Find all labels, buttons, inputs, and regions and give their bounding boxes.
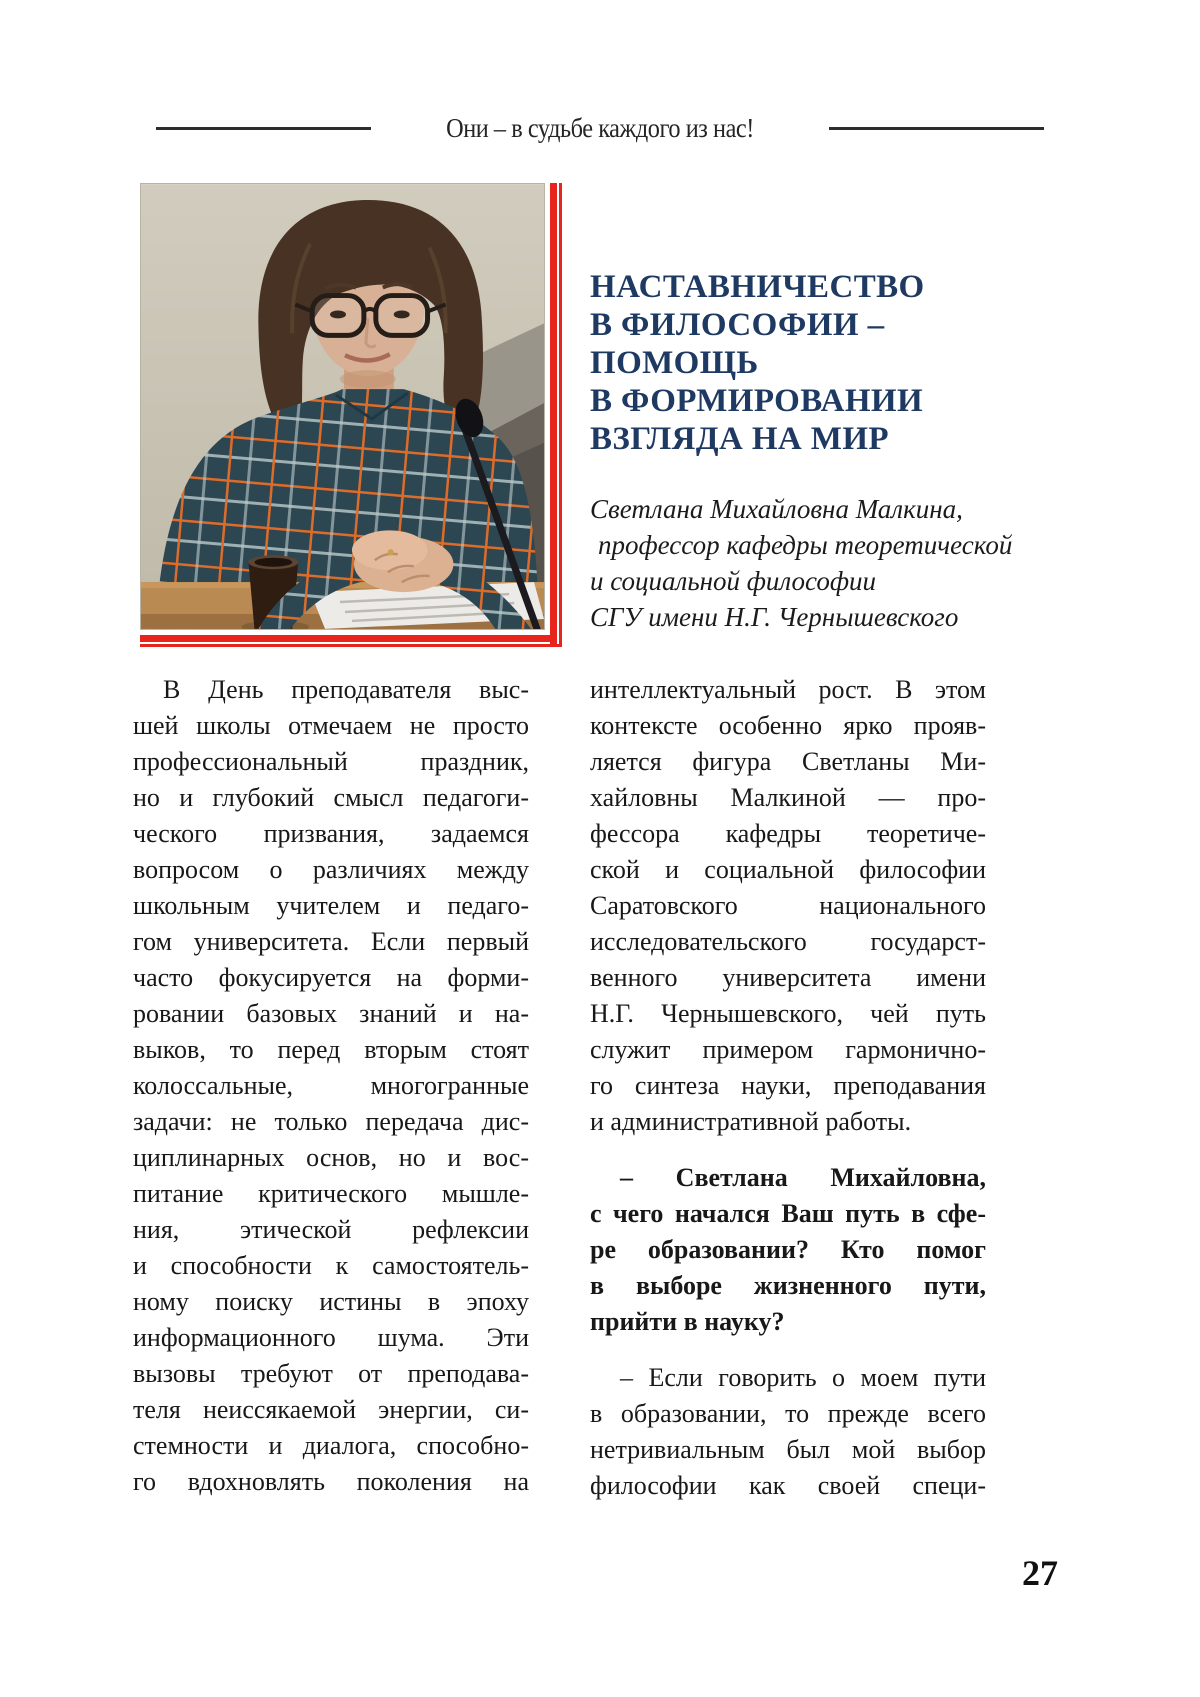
text-line: колоссальные, многогранные [133, 1071, 529, 1100]
text-line: задачи: не только передача дис- [133, 1107, 529, 1136]
photo-frame-right-thick [550, 183, 557, 647]
text-line: но и глубокий смысл педагоги- [133, 783, 529, 812]
text-line: венного университета имени [590, 963, 986, 992]
text-line: питание критического мышле- [133, 1179, 529, 1208]
text-line: – Если говорить о моем пути [620, 1363, 986, 1392]
text-line: профессор кафедры теоретической [598, 530, 1013, 560]
paragraph-intro-continued [590, 672, 986, 1140]
portrait-photo [140, 183, 545, 630]
photo-frame-bottom-thick [140, 635, 557, 642]
body-column-left [133, 672, 529, 1500]
header-rule-right [829, 127, 1044, 130]
header-rule-left [156, 127, 371, 130]
running-head [0, 112, 1200, 144]
text-line: профессиональный праздник, [133, 747, 529, 776]
text-line: гом университета. Если первый [133, 927, 529, 956]
text-line: служит примером гармонично- [590, 1035, 986, 1064]
photo-frame-right-thin [559, 183, 562, 647]
text-line: часто фокусируется на форми- [133, 963, 529, 992]
text-line: – Светлана Михайловна, [620, 1163, 986, 1192]
text-line: интеллектуальный рост. В этом [590, 675, 986, 704]
text-line: В ФОРМИРОВАНИИ [590, 383, 924, 419]
text-line: школьным учителем и педаго- [133, 891, 529, 920]
text-line: вызовы требуют от преподава- [133, 1359, 529, 1388]
title-block [590, 268, 1090, 636]
text-line: шей школы отмечаем не просто [133, 711, 529, 740]
text-line: ляется фигура Светланы Ми- [590, 747, 986, 776]
article-title [590, 268, 1090, 458]
text-line: выков, то перед вторым стоят [133, 1035, 529, 1064]
text-line: теля неиссякаемой энергии, си- [133, 1395, 529, 1424]
portrait-illustration [140, 183, 545, 630]
text-line: нетривиальным был мой выбор [590, 1435, 986, 1464]
text-line: го синтеза науки, преподавания [590, 1071, 986, 1100]
photo-frame-bottom-thin [140, 644, 562, 647]
text-line: стемности и диалога, способно- [133, 1431, 529, 1460]
text-line: ПОМОЩЬ [590, 345, 759, 381]
text-line: с чего начался Ваш путь в сфе- [590, 1199, 986, 1228]
text-line: фессора кафедры теоретиче- [590, 819, 986, 848]
page-number: 27 [1022, 1553, 1058, 1593]
text-line: Светлана Михайловна Малкина, [590, 494, 963, 524]
text-line: ской и социальной философии [590, 855, 986, 884]
text-line: контексте особенно ярко прояв- [590, 711, 986, 740]
paragraph-interview-answer [590, 1360, 986, 1504]
text-line: хайловны Малкиной — про- [590, 783, 986, 812]
text-line: Саратовского национального [590, 891, 986, 920]
text-line: ческого призвания, задаемся [133, 819, 529, 848]
text-line: и административной работы. [590, 1107, 912, 1136]
text-line: го вдохновлять поколения на [133, 1467, 529, 1496]
text-line: НАСТАВНИЧЕСТВО [590, 269, 925, 305]
text-line: ния, этической рефлексии [133, 1215, 529, 1244]
text-line: ровании базовых знаний и на- [133, 999, 529, 1028]
text-line: в выборе жизненного пути, [590, 1271, 986, 1300]
text-line: информационного шума. Эти [133, 1323, 529, 1352]
text-line: и социальной философии [590, 566, 877, 596]
text-line: В День преподавателя выс- [163, 675, 529, 704]
text-line: циплинарных основ, но и вос- [133, 1143, 529, 1172]
text-line: СГУ имени Н.Г. Чернышевского [590, 602, 959, 632]
text-line: в образовании, то прежде всего [590, 1399, 986, 1428]
paragraph-interview-question [590, 1160, 986, 1340]
text-line: Н.Г. Чернышевского, чей путь [590, 999, 986, 1028]
running-title: Они – в судьбе каждого из нас! [446, 113, 754, 143]
text-line: вопросом о различиях между [133, 855, 529, 884]
paragraph-intro [133, 672, 529, 1500]
text-line: прийти в науку? [590, 1307, 785, 1336]
text-line: ре образовании? Кто помог [590, 1235, 986, 1264]
text-line: философии как своей специ- [590, 1471, 986, 1500]
article-byline [590, 492, 1090, 636]
text-line: ному поиску истины в эпоху [133, 1287, 529, 1316]
text-line: и способности к самостоятель- [133, 1251, 529, 1280]
text-line: ВЗГЛЯДА НА МИР [590, 421, 889, 457]
text-line: исследовательского государст- [590, 927, 986, 956]
body-column-right [590, 672, 986, 1504]
text-line: В ФИЛОСОФИИ – [590, 307, 885, 343]
